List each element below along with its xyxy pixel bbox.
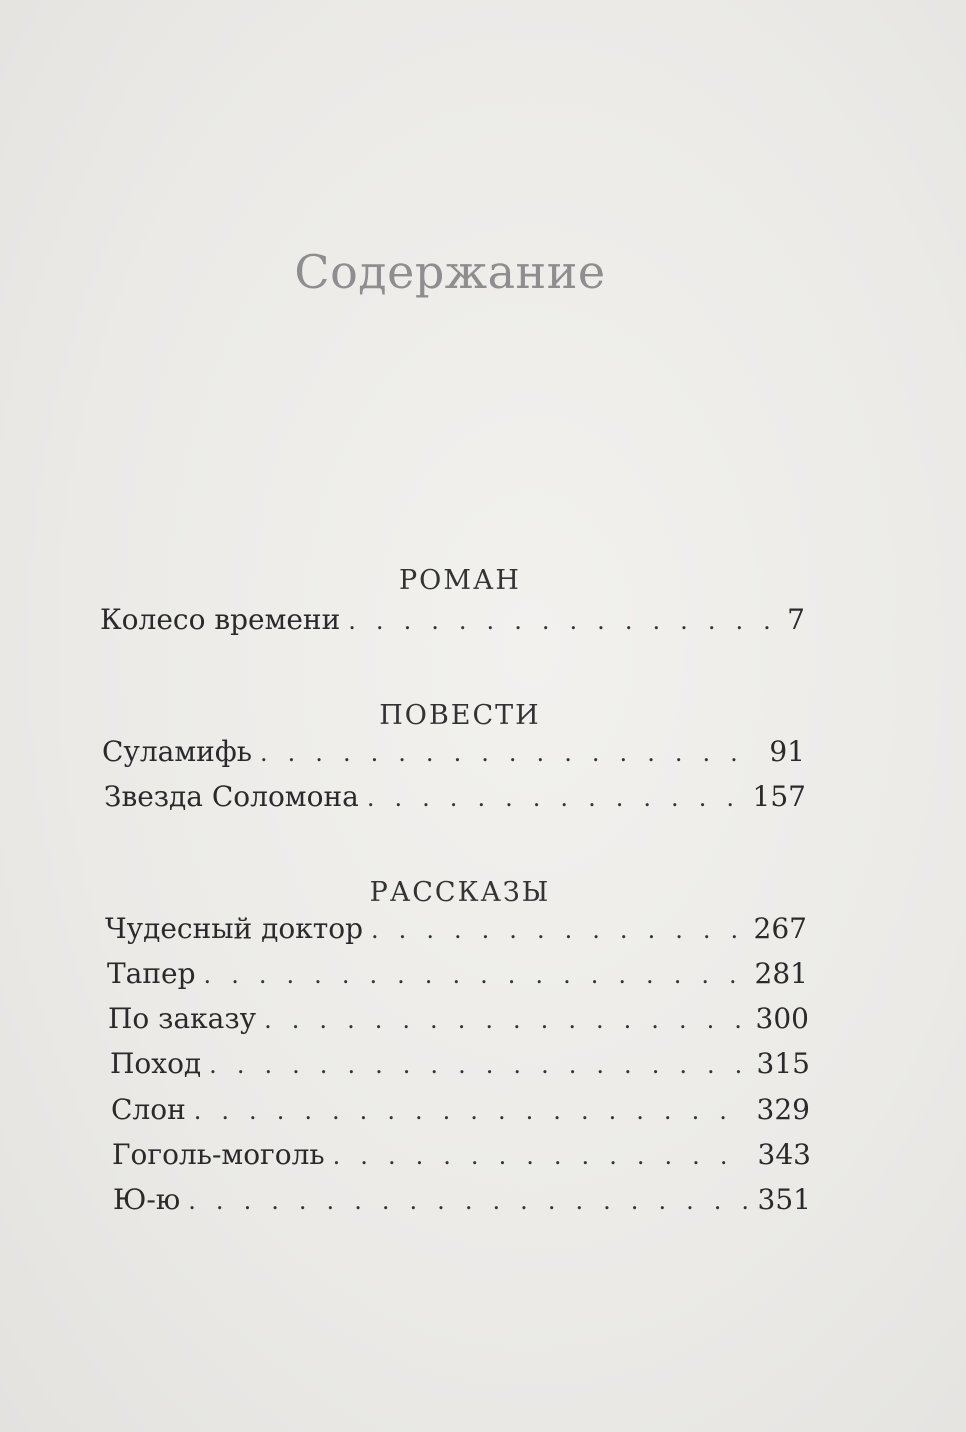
toc-entry-page: 7 <box>787 603 805 636</box>
dot-leader <box>333 1142 748 1170</box>
dot-leader <box>209 1051 746 1079</box>
toc-entry-page: 267 <box>753 912 807 945</box>
toc-entry-title: Звезда Соломона <box>104 780 359 813</box>
dot-leader <box>367 784 743 812</box>
toc-entry-page: 315 <box>756 1047 810 1080</box>
dot-leader <box>348 607 777 635</box>
dot-leader <box>371 916 744 944</box>
dot-leader <box>204 961 745 989</box>
toc-entry-page: 351 <box>757 1183 811 1216</box>
toc-entry <box>113 1183 811 1223</box>
dot-leader <box>194 1097 747 1125</box>
toc-entry-title: Колесо времени <box>100 603 341 636</box>
toc-entry-title: Чудесный доктор <box>105 912 363 945</box>
toc-entry <box>112 1138 811 1178</box>
toc-entry <box>107 957 808 997</box>
toc-entry-page: 281 <box>754 957 808 990</box>
toc-entry <box>100 603 805 643</box>
toc-entry <box>104 780 806 820</box>
dot-leader <box>260 739 759 767</box>
toc-entry-page: 91 <box>769 735 805 768</box>
toc-entry-title: Гоголь-моголь <box>112 1138 325 1171</box>
toc-entry-page: 300 <box>755 1002 809 1035</box>
toc-entry-title: Суламифь <box>102 735 252 768</box>
toc-entry-title: Поход <box>110 1047 202 1080</box>
section-heading-rasskazy: РАССКАЗЫ <box>369 877 551 908</box>
toc-entry <box>110 1047 810 1087</box>
dot-leader <box>264 1006 745 1034</box>
dot-leader <box>188 1187 747 1215</box>
section-heading-roman: РОМАН <box>399 565 521 596</box>
toc-entry-title: Тапер <box>107 957 196 990</box>
toc-entry <box>102 735 805 775</box>
toc-entry <box>111 1093 810 1133</box>
toc-entry-page: 157 <box>752 780 806 813</box>
toc-entry <box>105 912 807 952</box>
page-title: Содержание <box>294 245 606 299</box>
toc-entry-page: 343 <box>757 1138 811 1171</box>
toc-entry-title: По заказу <box>108 1002 257 1035</box>
toc-entry <box>108 1002 809 1042</box>
section-heading-povesti: ПОВЕСТИ <box>379 700 541 731</box>
toc-entry-title: Слон <box>111 1093 186 1126</box>
toc-entry-title: Ю-ю <box>113 1183 181 1216</box>
toc-entry-page: 329 <box>756 1093 810 1126</box>
